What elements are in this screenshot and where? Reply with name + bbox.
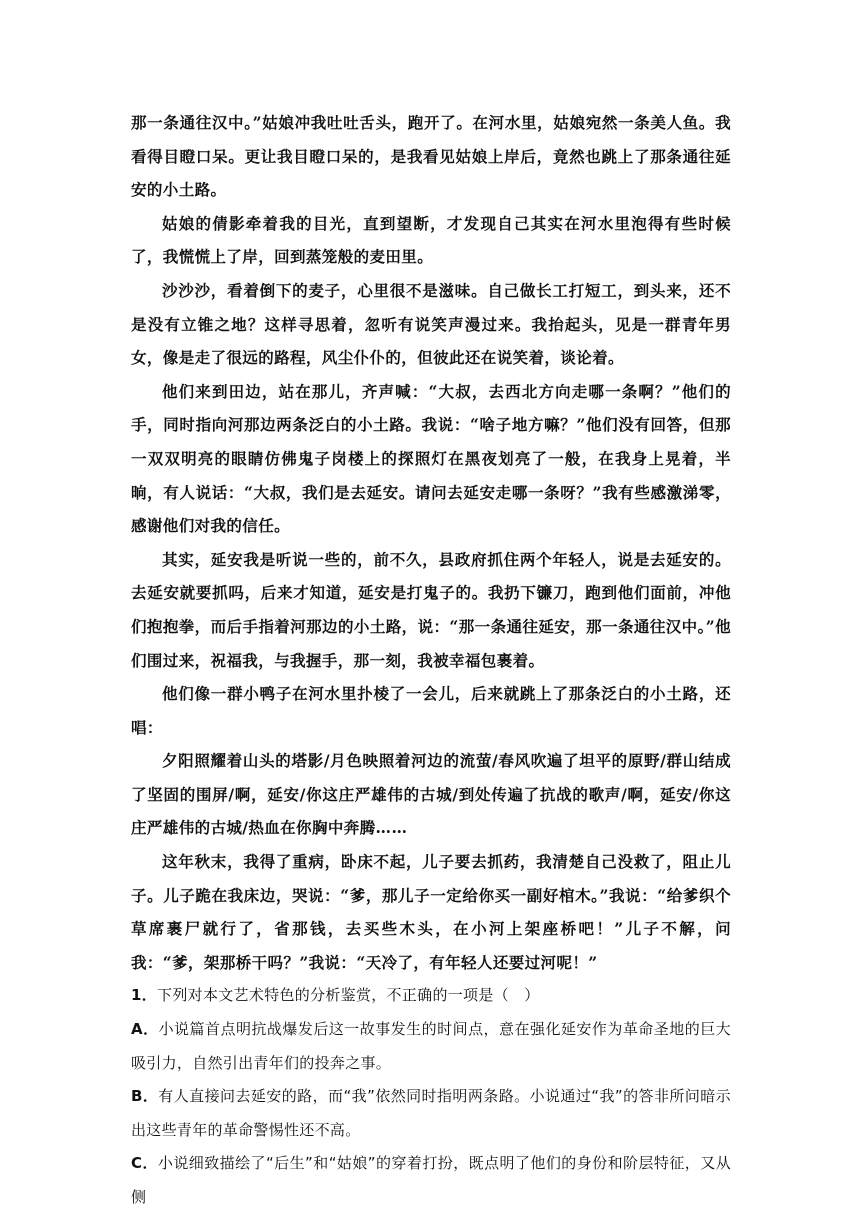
passage-paragraph-6: 他们像一群小鸭子在河水里扑棱了一会儿，后来就跳上了那条泛白的小土路，还唱：	[131, 684, 731, 737]
option-a-label: A．	[131, 1020, 159, 1039]
option-c-label: C．	[131, 1154, 158, 1173]
document-content	[131, 106, 731, 1215]
option-c-text: 小说细致描绘了“后生”和“姑娘”的穿着打扮，既点明了他们的身份和阶层特征，又从侧	[131, 1154, 731, 1206]
question-number: 1．	[131, 986, 158, 1005]
song-lyric: 夕阳照耀着山头的塔影/月色映照着河边的流萤/春风吹遍了坦平的原野/群山结成了坚固的围屏/啊，延安/你这庄严雄伟的古城/到处传遍了抗战的歌声/啊，延安/你这庄严雄伟的古城/热血在你胸中奔腾……	[131, 751, 731, 838]
passage-paragraph-4: 他们来到田边，站在那儿，齐声喊：“大叔，去西北方向走哪一条啊？”他们的手，同时指向河那边两条泛白的小土路。我说：“啥子地方嘛？”他们没有回答，但那一双双明亮的眼睛仿佛鬼子岗楼上的探照灯在黑夜划亮了一般，在我身上晃着，半晌，有人说话：“大叔，我们是去延安。请问去延安走哪一条呀？”我有些感激涕零，感谢他们对我的信任。	[131, 381, 731, 536]
passage-paragraph-5: 其实，延安我是听说一些的，前不久，县政府抓住两个年轻人，说是去延安的。去延安就要抓吗，后来才知道，延安是打鬼子的。我扔下镰刀，跑到他们面前，冲他们抱抱拳，而后手指着河那边的小土路，说：“那一条通往延安，那一条通往汉中。”他们围过来，祝福我，与我握手，那一刻，我被幸福包裹着。	[131, 549, 731, 670]
passage-paragraph-7: 这年秋末，我得了重病，卧床不起，儿子要去抓药，我清楚自己没救了，阻止儿子。儿子跪在我床边，哭说：“爹，那儿子一定给你买一副好棺木。”我说：“给爹织个草席裹尸就行了，省那钱，去买些木头，在小河上架座桥吧！”儿子不解，问我：“爹，架那桥干吗？”我说：“天冷了，有年轻人还要过河呢！”	[131, 852, 731, 972]
question-stem-text: 下列对本文艺术特色的分析鉴赏，不正确的一项是（ ）	[157, 986, 540, 1005]
option-a	[131, 1013, 731, 1080]
question-1-stem	[131, 979, 731, 1013]
option-b	[131, 1080, 731, 1147]
option-b-label: B．	[131, 1087, 159, 1106]
passage-paragraph-3: 沙沙沙，看着倒下的麦子，心里很不是滋味。自己做长工打短工，到头来，还不是没有立锥之地？这样寻思着，忽听有说笑声漫过来。我抬起头，见是一群青年男女，像是走了很远的路程，风尘仆仆的，但彼此还在说笑着，谈论着。	[131, 280, 731, 368]
option-b-text: 有人直接问去延安的路，而“我”依然同时指明两条路。小说通过“我”的答非所问暗示出这些青年的革命警惕性还不高。	[131, 1087, 731, 1139]
option-a-text: 小说篇首点明抗战爆发后这一故事发生的时间点，意在强化延安作为革命圣地的巨大吸引力，自然引出青年们的投奔之事。	[131, 1020, 731, 1072]
option-c	[131, 1147, 731, 1214]
passage-paragraph-2: 姑娘的倩影牵着我的目光，直到望断，才发现自己其实在河水里泡得有些时候了，我慌慌上了岸，回到蒸笼般的麦田里。	[131, 213, 731, 267]
passage-paragraph-1: 那一条通往汉中。”姑娘冲我吐吐舌头，跑开了。在河水里，姑娘宛然一条美人鱼。我看得目瞪口呆。更让我目瞪口呆的，是我看见姑娘上岸后，竟然也跳上了那条通往延安的小土路。	[131, 113, 731, 200]
